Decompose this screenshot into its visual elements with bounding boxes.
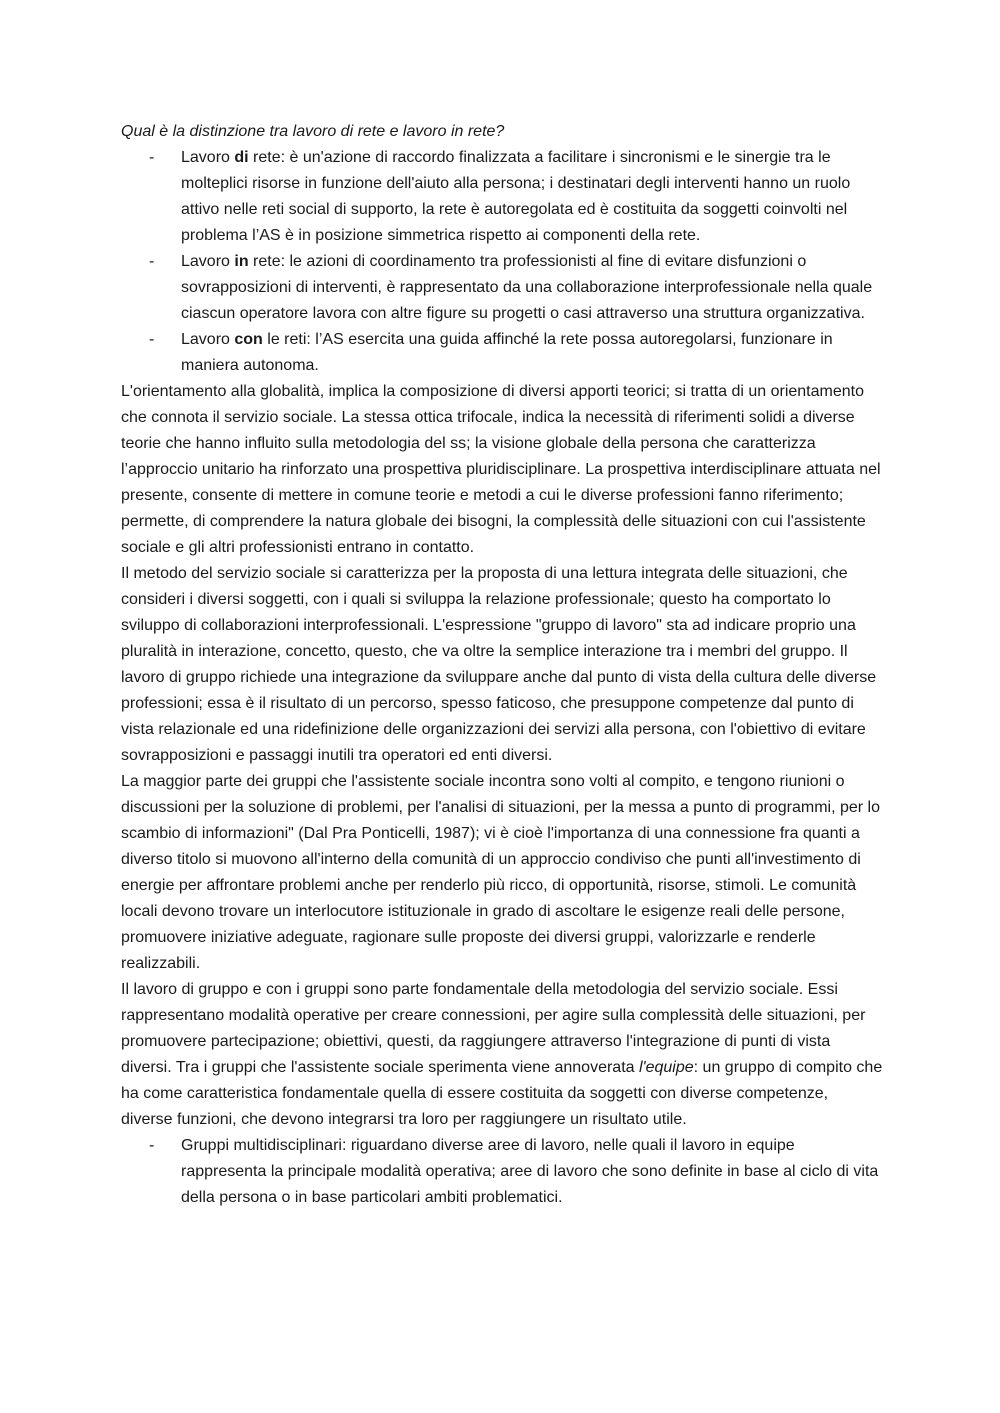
paragraph-text: Il lavoro di gruppo e con i gruppi sono parte fondamentale della metodologia del servizio sociale. Essi rappresentano modalità operative per creare connessioni, per agire sulla complessità delle situazioni, per promuovere partecipazione; obiettivi, questi, da raggiungere attraverso l'integrazione di punti di vista diversi. Tra i gruppi che l'assistente sociale sperimenta viene annoverata [121,981,866,1076]
bullet-dash: - [149,1137,155,1154]
item-prefix: Lavoro [181,253,235,270]
question-heading: Qual è la distinzione tra lavoro di rete e lavoro in rete? [121,123,505,140]
item-text: Gruppi multidisciplinari: riguardano diverse aree di lavoro, nelle quali il lavoro in equipe rappresenta la principale modalità operativa; aree di lavoro che sono definite in base al ciclo di vita della persona o in base particolari ambiti problematici. [181,1137,879,1206]
paragraph-gruppi-compito: La maggior parte dei gruppi che l'assistente sociale incontra sono volti al compito, e tengono riunioni o discussioni per la soluzione di problemi, per l'analisi di situazioni, per la messa a punto di programmi, per lo scambio di informazioni" (Dal Pra Ponticelli, 1987); vi è cioè l'importanza di una connessione fra quanti a diverso titolo si muovono all'interno della comunità di un approccio condiviso che punti all'investimento di energie per affrontare problemi anche per renderlo più ricco, di opportunità, risorse, stimoli. Le comunità locali devono trovare un interlocutore istituzionale in grado di ascoltare le esigenze reali delle persone, promuovere iniziative adeguate, ragionare sulle proposte dei diversi gruppi, valorizzarle e renderle realizzabili. [121,773,880,972]
list-item-lavoro-di-rete [121,145,883,249]
italic-term-equipe: l'equipe [639,1059,694,1076]
list-item-lavoro-con-le-reti [121,327,883,379]
item-keyword: in [234,253,249,270]
group-types-list [121,1133,883,1211]
item-keyword: con [234,331,263,348]
paragraph-globalita: L'orientamento alla globalità, implica la composizione di diversi apporti teorici; si tratta di un orientamento che connota il servizio sociale. La stessa ottica trifocale, indica la necessità di riferimenti solidi a diverse teorie che hanno influito sulla metodologia del ss; la visione globale della persona che caratterizza l’approccio unitario ha rinforzato una prospettiva pluridisciplinare. La prospettiva interdisciplinare attuata nel presente, consente di mettere in comune teorie e metodi a cui le diverse professioni fanno riferimento; permette, di comprendere la natura globale dei bisogni, la complessità delle situazioni con cui l'assistente sociale e gli altri professionisti entrano in contatto. [121,383,881,556]
bullet-dash: - [149,331,155,348]
item-prefix: Lavoro [181,149,235,166]
bullet-dash: - [149,253,155,270]
item-text: rete: è un'azione di raccordo finalizzata a facilitare i sincronismi e le sinergie tra le molteplici risorse in funzione dell'aiuto alla persona; i destinatari degli interventi hanno un ruolo attivo nelle reti social di supporto, la rete è autoregolata ed è costituita da soggetti coinvolti nel problema l’AS è in posizione simmetrica rispetto ai componenti della rete. [181,149,851,244]
list-item-lavoro-in-rete [121,249,883,327]
network-types-list [121,145,883,379]
list-item-gruppi-multidisciplinari [121,1133,883,1211]
item-prefix: Lavoro [181,331,235,348]
item-text: rete: le azioni di coordinamento tra professionisti al fine di evitare disfunzioni o sovrapposizioni di interventi, è rappresentato da una collaborazione interprofessionale nella quale ciascun operatore lavora con altre figure su progetti o casi attraverso una struttura organizzativa. [181,253,873,322]
paragraph-text: : un gruppo di compito che ha come caratteristica fondamentale quella di essere costituita da soggetti con diverse competenze, diverse funzioni, che devono integrarsi tra loro per raggiungere un risultato utile. [121,1059,883,1128]
bullet-dash: - [149,149,155,166]
paragraph-metodo: Il metodo del servizio sociale si caratterizza per la proposta di una lettura integrata delle situazioni, che consideri i diversi soggetti, con i quali si sviluppa la relazione professionale; questo ha comportato lo sviluppo di collaborazioni interprofessionali. L'espressione "gruppo di lavoro" sta ad indicare proprio una pluralità in interazione, concetto, questo, che va oltre la semplice interazione tra i membri del gruppo. Il lavoro di gruppo richiede una integrazione da sviluppare anche dal punto di vista della cultura delle diverse professioni; essa è il risultato di un percorso, spesso faticoso, che presuppone competenze dal punto di vista relazionale ed una ridefinizione delle organizzazioni dei servizi alla persona, con l'obiettivo di evitare sovrapposizioni e passaggi inutili tra operatori ed enti diversi. [121,565,877,764]
paragraph-lavoro-di-gruppo [121,977,883,1133]
document-page [121,119,883,1211]
item-text: le reti: l’AS esercita una guida affinché la rete possa autoregolarsi, funzionare in maniera autonoma. [181,331,833,374]
item-keyword: di [234,149,249,166]
